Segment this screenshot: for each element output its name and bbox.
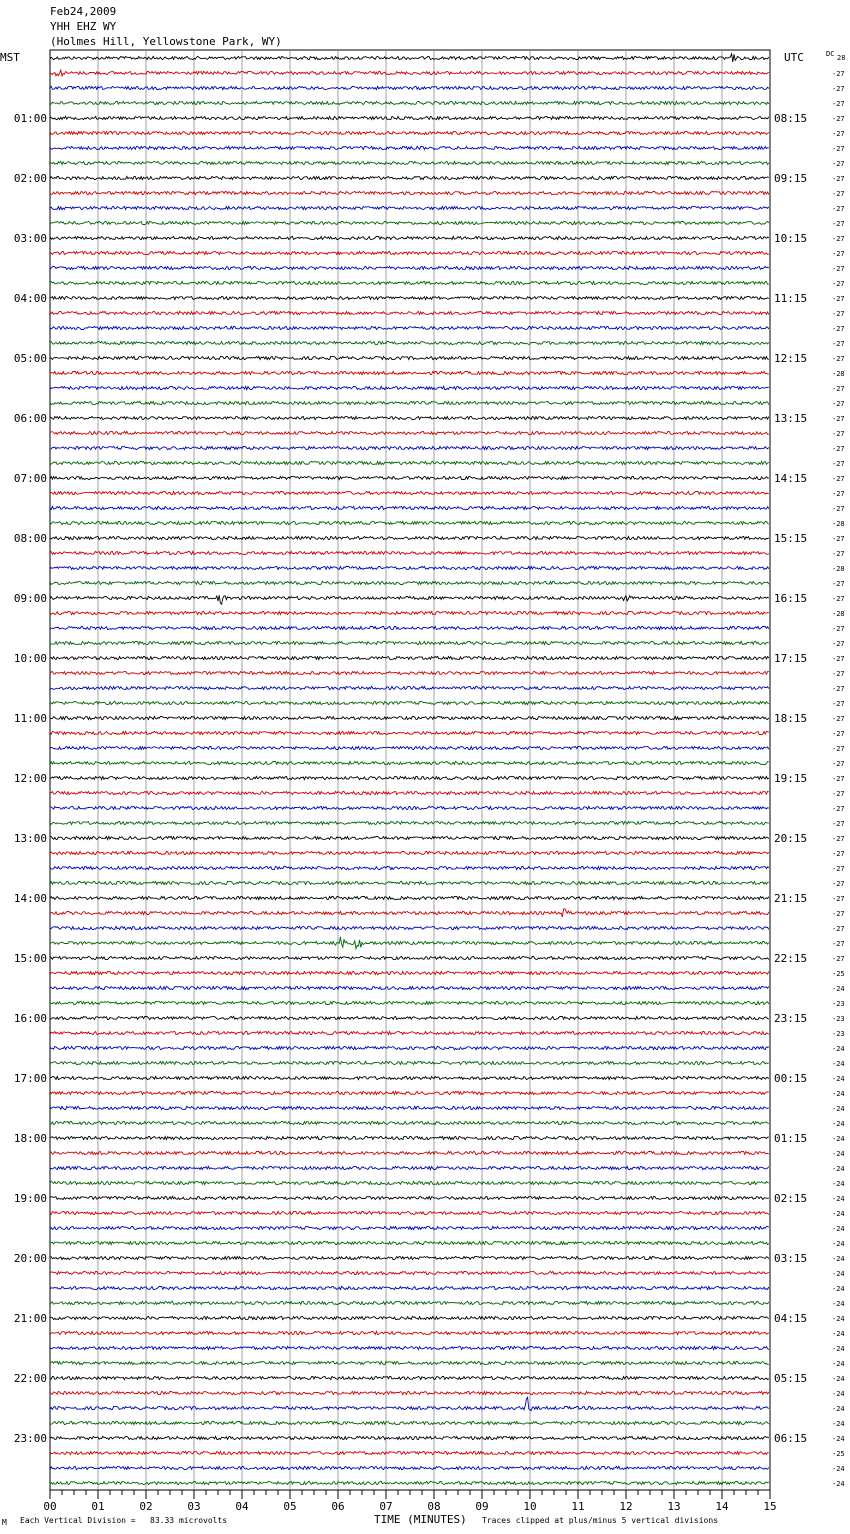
trace-line: [50, 86, 769, 89]
trace-line: [50, 1271, 769, 1274]
dc-value: 28: [837, 54, 846, 62]
trace-line: [50, 1286, 769, 1289]
dc-value: -27: [832, 355, 845, 363]
dc-value: -24: [832, 1255, 845, 1263]
trace-line: [50, 1361, 769, 1364]
dc-value: -27: [832, 295, 845, 303]
trace-line: [50, 1121, 769, 1124]
dc-value: -24: [832, 1285, 845, 1293]
trace-line: [50, 986, 769, 989]
trace-line: [50, 671, 769, 674]
right-hour-label: 09:15: [774, 172, 808, 185]
left-hour-label: 02:00: [13, 172, 47, 185]
dc-value: -27: [832, 430, 845, 438]
right-hour-label: 00:15: [774, 1072, 808, 1085]
dc-value: -27: [832, 670, 845, 678]
dc-value: -24: [832, 1090, 845, 1098]
right-hour-label: 05:15: [774, 1372, 808, 1385]
x-tick-label: 02: [139, 1500, 153, 1513]
trace-line: [50, 296, 769, 299]
trace-line: [50, 191, 769, 194]
trace-line: [50, 656, 769, 659]
left-hour-label: 15:00: [13, 952, 47, 965]
trace-line: [50, 971, 769, 974]
dc-value: -27: [832, 805, 845, 813]
dc-value: -27: [832, 460, 845, 468]
left-hour-label: 05:00: [13, 352, 47, 365]
trace-line: [50, 1391, 769, 1394]
dc-value: -27: [832, 220, 845, 228]
dc-value: -27: [832, 925, 845, 933]
trace-line: [50, 806, 769, 809]
x-tick-label: 01: [91, 1500, 105, 1513]
right-hour-label: 16:15: [774, 592, 808, 605]
dc-value: -27: [832, 685, 845, 693]
dc-value: -27: [832, 505, 845, 513]
dc-value: -27: [832, 955, 845, 963]
right-hour-label: 10:15: [774, 232, 808, 245]
left-hour-label: 23:00: [13, 1432, 47, 1445]
trace-line: [50, 101, 769, 104]
trace-line: [50, 1136, 769, 1139]
trace-line: [50, 116, 769, 119]
dc-value: -27: [832, 865, 845, 873]
dc-value: -23: [832, 1030, 845, 1038]
dc-value: -27: [832, 775, 845, 783]
trace-line: [50, 70, 769, 76]
trace-line: [50, 476, 769, 479]
dc-value: -24: [832, 1420, 845, 1428]
trace-line: [50, 266, 769, 269]
trace-line: [50, 1481, 769, 1484]
dc-value: -27: [832, 70, 845, 78]
dc-value: -24: [832, 1480, 845, 1488]
trace-line: [50, 506, 769, 509]
dc-value: -24: [832, 1060, 845, 1068]
dc-value: -27: [832, 895, 845, 903]
dc-value: -27: [832, 880, 845, 888]
dc-value: -28: [832, 565, 845, 573]
dc-value: -27: [832, 235, 845, 243]
dc-value: -24: [832, 1105, 845, 1113]
trace-line: [50, 566, 769, 569]
trace-line: [50, 686, 769, 689]
right-hour-label: 06:15: [774, 1432, 808, 1445]
right-hour-label: 11:15: [774, 292, 808, 305]
dc-value: -27: [832, 115, 845, 123]
trace-line: [50, 1016, 769, 1019]
dc-value: -24: [832, 1120, 845, 1128]
trace-line: [50, 626, 769, 629]
trace-line: [50, 341, 769, 344]
dc-value: -27: [832, 745, 845, 753]
trace-line: [50, 776, 769, 779]
dc-value: -27: [832, 535, 845, 543]
dc-value: -27: [832, 325, 845, 333]
dc-value: -24: [832, 1045, 845, 1053]
dc-value: -24: [832, 1435, 845, 1443]
dc-value: -24: [832, 1210, 845, 1218]
right-hour-label: 01:15: [774, 1132, 808, 1145]
trace-line: [50, 1211, 769, 1214]
trace-line: [50, 131, 769, 134]
trace-line: [50, 356, 769, 359]
trace-line: [50, 791, 769, 794]
dc-value: -24: [832, 1240, 845, 1248]
right-hour-label: 17:15: [774, 652, 808, 665]
trace-line: [50, 161, 769, 164]
scale-note: Each Vertical Division = 83.33 microvolts: [20, 1516, 228, 1525]
trace-line: [50, 731, 769, 734]
dc-value: -27: [832, 940, 845, 948]
dc-value: -27: [832, 265, 845, 273]
right-hour-label: 15:15: [774, 532, 808, 545]
dc-value: -27: [832, 490, 845, 498]
trace-line: [50, 1226, 769, 1229]
right-hour-label: 12:15: [774, 352, 808, 365]
trace-line: [50, 1466, 769, 1469]
dc-label: DC: [826, 50, 835, 58]
trace-line: [50, 416, 769, 419]
trace-line: [50, 1181, 769, 1184]
x-tick-label: 00: [43, 1500, 57, 1513]
dc-value: -27: [832, 820, 845, 828]
trace-line: [50, 595, 769, 604]
left-hour-label: 07:00: [13, 472, 47, 485]
dc-value: -24: [832, 985, 845, 993]
dc-value: -24: [832, 1225, 845, 1233]
trace-line: [50, 1106, 769, 1109]
trace-line: [50, 926, 769, 929]
dc-value: -25: [832, 1450, 845, 1458]
trace-line: [50, 281, 769, 284]
x-tick-label: 12: [619, 1500, 633, 1513]
trace-line: [50, 146, 769, 149]
right-hour-label: 04:15: [774, 1312, 808, 1325]
trace-line: [50, 1001, 769, 1004]
dc-value: -27: [832, 85, 845, 93]
trace-line: [50, 866, 769, 869]
dc-value: -27: [832, 145, 845, 153]
trace-line: [50, 1196, 769, 1199]
trace-line: [50, 1151, 769, 1154]
trace-line: [50, 1241, 769, 1244]
trace-line: [50, 896, 769, 899]
trace-line: [50, 881, 769, 884]
left-hour-label: 03:00: [13, 232, 47, 245]
x-tick-label: 09: [475, 1500, 489, 1513]
left-hour-label: 12:00: [13, 772, 47, 785]
left-hour-label: 09:00: [13, 592, 47, 605]
right-hour-label: 21:15: [774, 892, 808, 905]
trace-line: [50, 851, 769, 854]
trace-line: [50, 1046, 769, 1049]
dc-value: -27: [832, 130, 845, 138]
left-hour-label: 20:00: [13, 1252, 47, 1265]
right-hour-label: 19:15: [774, 772, 808, 785]
right-timezone-label: UTC: [784, 51, 804, 64]
dc-value: -27: [832, 655, 845, 663]
dc-value: -27: [832, 445, 845, 453]
trace-line: [50, 1316, 769, 1319]
left-hour-label: 13:00: [13, 832, 47, 845]
left-hour-label: 10:00: [13, 652, 47, 665]
left-hour-label: 01:00: [13, 112, 47, 125]
trace-line: [50, 176, 769, 179]
dc-value: -27: [832, 625, 845, 633]
dc-value: -27: [832, 280, 845, 288]
dc-value: -24: [832, 1300, 845, 1308]
trace-line: [50, 221, 769, 224]
left-hour-label: 14:00: [13, 892, 47, 905]
dc-value: -27: [832, 715, 845, 723]
trace-line: [50, 431, 769, 434]
dc-value: -27: [832, 760, 845, 768]
trace-line: [50, 701, 769, 704]
trace-line: [50, 386, 769, 389]
right-hour-label: 02:15: [774, 1192, 808, 1205]
trace-line: [50, 491, 769, 494]
left-hour-label: 22:00: [13, 1372, 47, 1385]
trace-line: [50, 1451, 769, 1454]
dc-value: -27: [832, 100, 845, 108]
right-hour-label: 03:15: [774, 1252, 808, 1265]
left-hour-label: 08:00: [13, 532, 47, 545]
left-hour-label: 17:00: [13, 1072, 47, 1085]
trace-line: [50, 937, 769, 949]
right-hour-label: 20:15: [774, 832, 808, 845]
trace-line: [50, 446, 769, 449]
dc-value: -27: [832, 640, 845, 648]
trace-line: [50, 761, 769, 764]
dc-value: -27: [832, 790, 845, 798]
x-tick-label: 04: [235, 1500, 249, 1513]
dc-value: -24: [832, 1330, 845, 1338]
trace-line: [50, 1256, 769, 1259]
trace-line: [50, 371, 769, 374]
dc-value: -27: [832, 910, 845, 918]
x-tick-label: 07: [379, 1500, 393, 1513]
dc-value: -23: [832, 1000, 845, 1008]
left-hour-label: 16:00: [13, 1012, 47, 1025]
dc-value: -27: [832, 700, 845, 708]
trace-line: [50, 956, 769, 959]
right-hour-label: 08:15: [774, 112, 808, 125]
station-code: YHH EHZ WY: [50, 20, 117, 33]
dc-value: -27: [832, 190, 845, 198]
trace-line: [50, 1346, 769, 1349]
trace-line: [50, 551, 769, 554]
x-tick-label: 14: [715, 1500, 729, 1513]
dc-value: -23: [832, 1015, 845, 1023]
trace-line: [50, 909, 769, 917]
left-hour-label: 11:00: [13, 712, 47, 725]
dc-value: -24: [832, 1165, 845, 1173]
x-tick-label: 03: [187, 1500, 201, 1513]
dc-value: -27: [832, 730, 845, 738]
trace-line: [50, 1166, 769, 1169]
x-axis-label: TIME (MINUTES): [374, 1513, 467, 1526]
trace-line: [50, 1076, 769, 1079]
dc-value: -24: [832, 1345, 845, 1353]
left-hour-label: 18:00: [13, 1132, 47, 1145]
trace-line: [50, 581, 769, 584]
right-hour-label: 14:15: [774, 472, 808, 485]
trace-line: [50, 611, 769, 614]
right-hour-label: 22:15: [774, 952, 808, 965]
right-hour-label: 13:15: [774, 412, 808, 425]
right-hour-label: 23:15: [774, 1012, 808, 1025]
trace-line: [50, 461, 769, 464]
dc-value: -27: [832, 250, 845, 258]
trace-line: [50, 206, 769, 209]
x-tick-label: 13: [667, 1500, 681, 1513]
dc-value: -24: [832, 1135, 845, 1143]
dc-value: -27: [832, 550, 845, 558]
trace-line: [50, 251, 769, 254]
footer-mark: M: [2, 1518, 7, 1527]
dc-value: -24: [832, 1195, 845, 1203]
dc-value: -27: [832, 595, 845, 603]
dc-value: -24: [832, 1150, 845, 1158]
dc-value: -27: [832, 850, 845, 858]
dc-value: -27: [832, 400, 845, 408]
dc-value: -27: [832, 475, 845, 483]
trace-line: [50, 716, 769, 719]
dc-value: -24: [832, 1465, 845, 1473]
x-tick-label: 11: [571, 1500, 585, 1513]
x-tick-label: 05: [283, 1500, 297, 1513]
dc-value: -27: [832, 175, 845, 183]
left-timezone-label: MST: [0, 51, 20, 64]
x-tick-label: 15: [763, 1500, 777, 1513]
dc-value: -27: [832, 415, 845, 423]
trace-line: [50, 1301, 769, 1304]
trace-line: [50, 326, 769, 329]
x-tick-label: 06: [331, 1500, 345, 1513]
trace-line: [50, 641, 769, 644]
dc-value: -24: [832, 1315, 845, 1323]
left-hour-label: 19:00: [13, 1192, 47, 1205]
trace-line: [50, 1421, 769, 1424]
record-date: Feb24,2009: [50, 5, 117, 18]
station-location: (Holmes Hill, Yellowstone Park, WY): [50, 35, 282, 48]
dc-value: -24: [832, 1270, 845, 1278]
trace-line: [50, 536, 769, 539]
trace-line: [50, 1397, 769, 1410]
dc-value: -27: [832, 385, 845, 393]
dc-value: -25: [832, 970, 845, 978]
left-hour-label: 04:00: [13, 292, 47, 305]
dc-value: -24: [832, 1075, 845, 1083]
dc-value: -27: [832, 160, 845, 168]
x-tick-label: 08: [427, 1500, 441, 1513]
trace-line: [50, 311, 769, 314]
dc-value: -24: [832, 1390, 845, 1398]
trace-line: [50, 401, 769, 404]
trace-line: [50, 821, 769, 824]
trace-line: [50, 1031, 769, 1034]
trace-line: [50, 1376, 769, 1379]
trace-line: [50, 54, 769, 62]
dc-value: -28: [832, 520, 845, 528]
dc-value: -24: [832, 1360, 845, 1368]
trace-line: [50, 1061, 769, 1064]
dc-value: -28: [832, 370, 845, 378]
clip-note: Traces clipped at plus/minus 5 vertical divisions: [482, 1516, 719, 1525]
left-hour-label: 06:00: [13, 412, 47, 425]
dc-value: -27: [832, 835, 845, 843]
dc-value: -27: [832, 340, 845, 348]
x-tick-label: 10: [523, 1500, 537, 1513]
trace-line: [50, 1091, 769, 1094]
dc-value: -24: [832, 1375, 845, 1383]
right-hour-label: 18:15: [774, 712, 808, 725]
dc-value: -24: [832, 1405, 845, 1413]
dc-value: -27: [832, 580, 845, 588]
left-hour-label: 21:00: [13, 1312, 47, 1325]
trace-line: [50, 836, 769, 839]
trace-line: [50, 521, 769, 524]
dc-value: -28: [832, 610, 845, 618]
trace-line: [50, 1331, 769, 1334]
trace-line: [50, 746, 769, 749]
dc-value: -24: [832, 1180, 845, 1188]
dc-value: -27: [832, 205, 845, 213]
dc-value: -27: [832, 310, 845, 318]
trace-line: [50, 236, 769, 239]
trace-line: [50, 1436, 769, 1439]
